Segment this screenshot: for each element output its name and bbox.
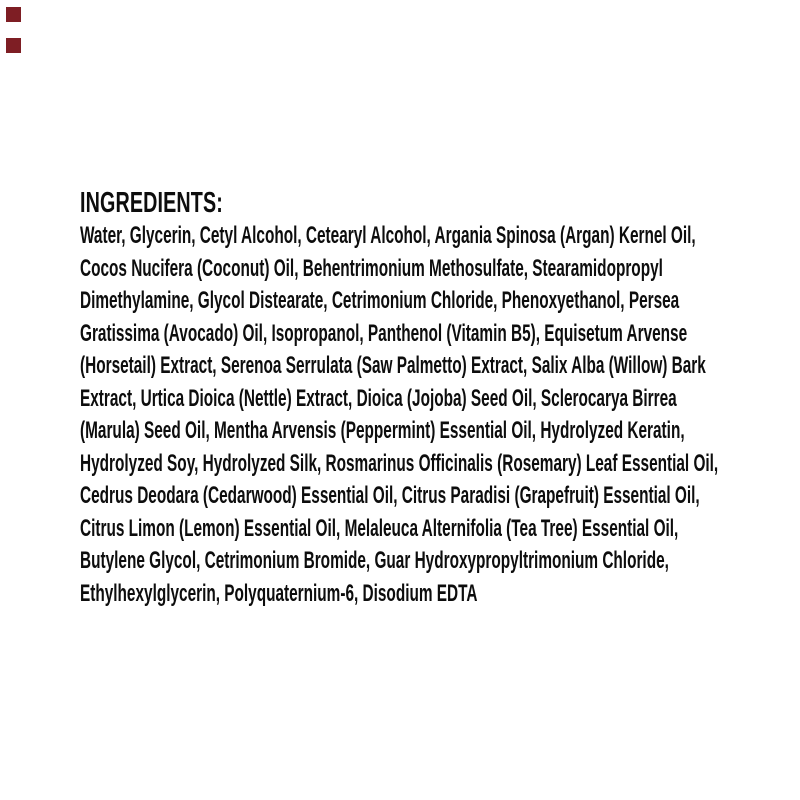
ingredients-section: [80, 186, 770, 610]
ingredients-line: Butylene Glycol, Cetrimonium Bromide, Guar Hydroxypropyltrimonium Chloride,: [80, 547, 669, 574]
ingredients-line: Ethylhexylglycerin, Polyquaternium-6, Disodium EDTA: [80, 579, 478, 607]
ingredients-line: Cocos Nucifera (Coconut) Oil, Behentrimonium Methosulfate, Stearamidopropyl: [80, 254, 663, 282]
corner-mark-bottom: [6, 38, 21, 53]
ingredients-line: (Horsetail) Extract, Serenoa Serrulata (Saw Palmetto) Extract, Salix Alba (Willow) Bark: [80, 352, 706, 379]
ingredients-line: Water, Glycerin, Cetyl Alcohol, Cetearyl Alcohol, Argania Spinosa (Argan) Kernel Oil,: [80, 222, 696, 249]
corner-mark-top: [6, 7, 21, 22]
ingredients-line: Citrus Limon (Lemon) Essential Oil, Melaleuca Alternifolia (Tea Tree) Essential Oil,: [80, 514, 679, 542]
ingredients-line: Cedrus Deodara (Cedarwood) Essential Oil, Citrus Paradisi (Grapefruit) Essential Oil,: [80, 482, 700, 509]
ingredients-line: Dimethylamine, Glycol Distearate, Cetrimonium Chloride, Phenoxyethanol, Persea: [80, 287, 680, 314]
ingredients-line: Hydrolyzed Soy, Hydrolyzed Silk, Rosmarinus Officinalis (Rosemary) Leaf Essential Oil,: [80, 449, 719, 477]
ingredients-text: [80, 220, 770, 610]
ingredients-line: Extract, Urtica Dioica (Nettle) Extract, Dioica (Jojoba) Seed Oil, Sclerocarya Birrea: [80, 384, 677, 412]
ingredients-line: Gratissima (Avocado) Oil, Isopropanol, Panthenol (Vitamin B5), Equisetum Arvense: [80, 319, 688, 347]
ingredients-line: (Marula) Seed Oil, Mentha Arvensis (Peppermint) Essential Oil, Hydrolyzed Keratin,: [80, 417, 685, 444]
ingredients-heading: INGREDIENTS:: [80, 187, 223, 219]
